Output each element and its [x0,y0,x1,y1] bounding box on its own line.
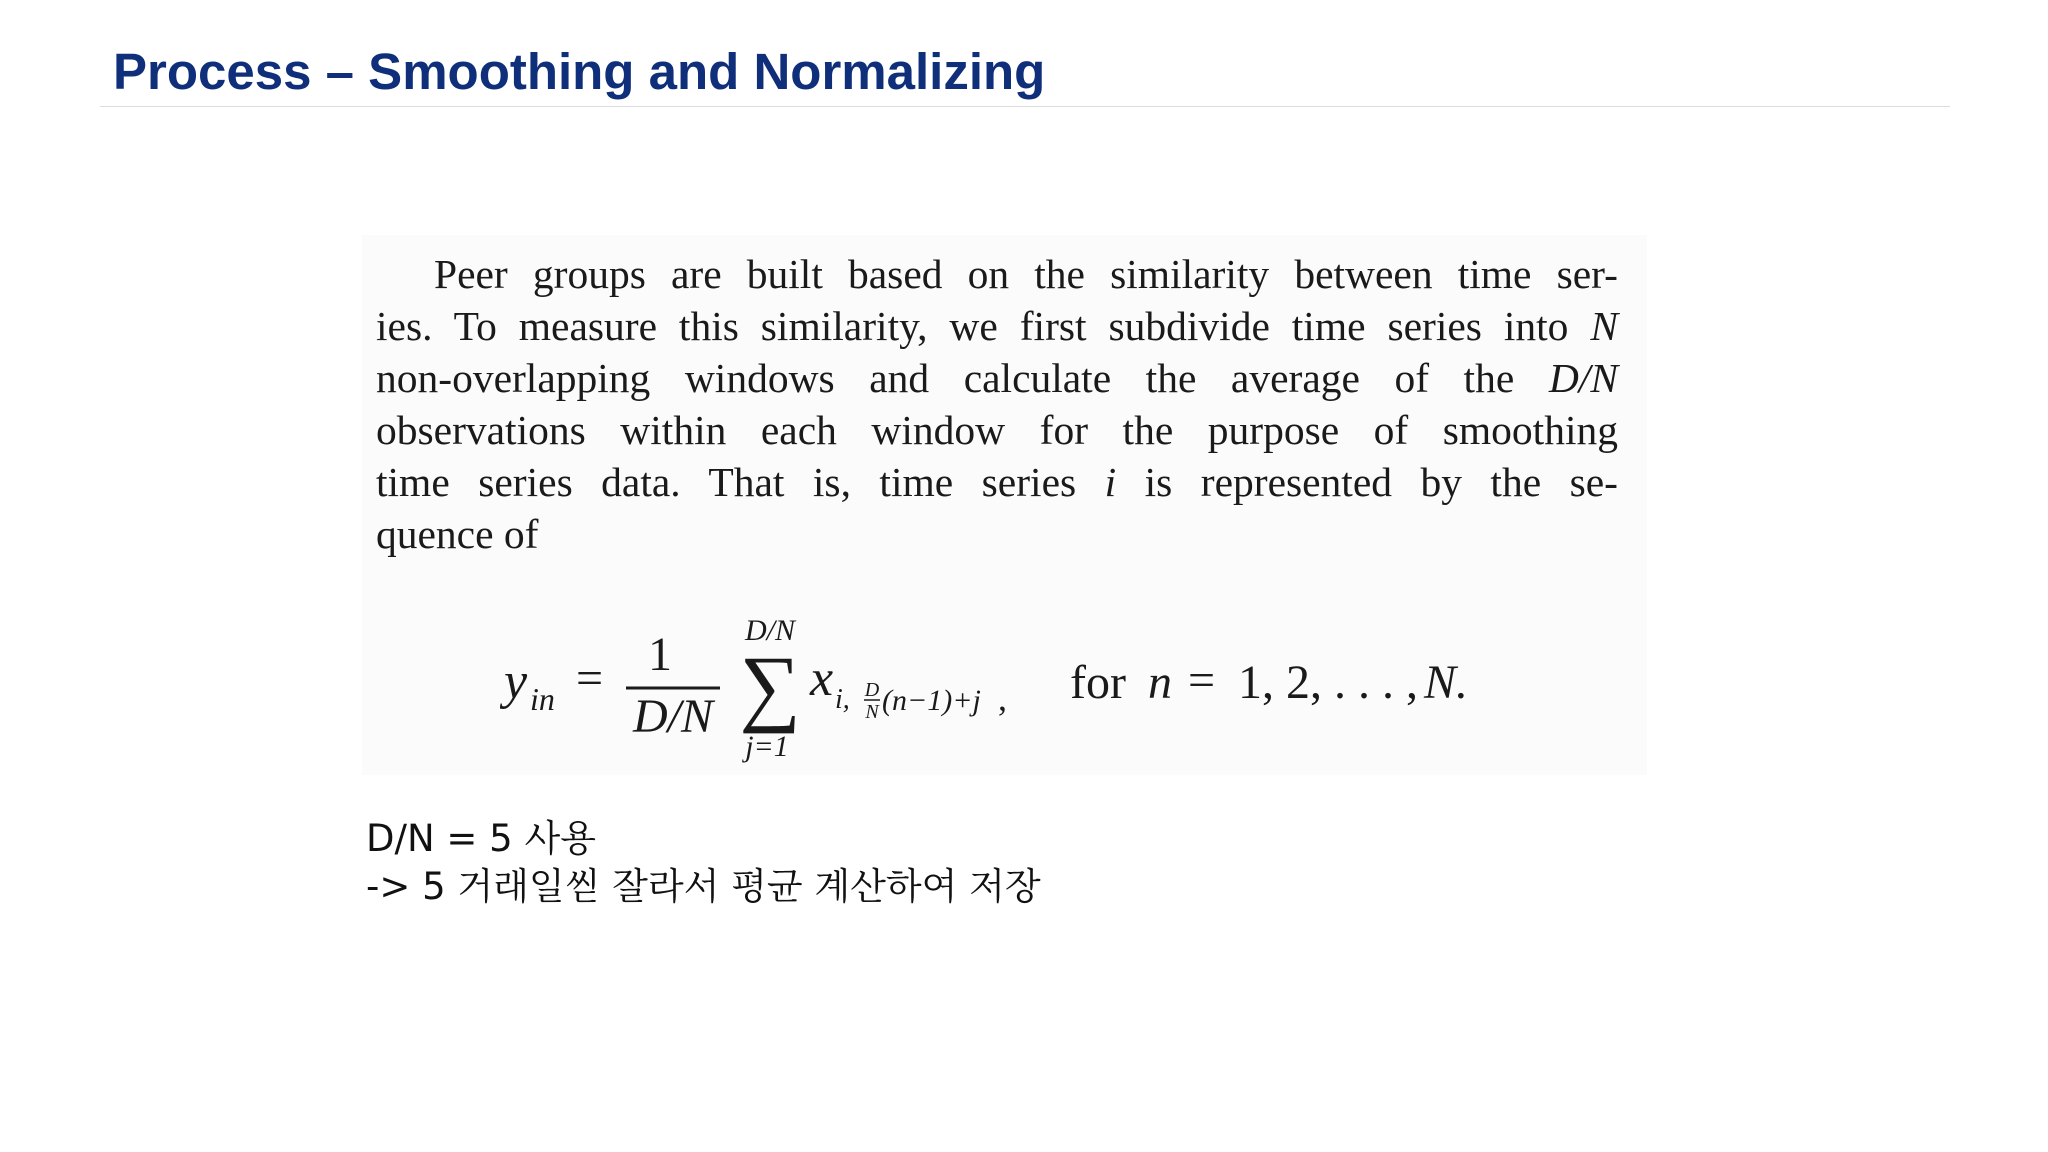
note-line-1: D/N = 5 사용 [366,817,596,860]
korean-notes [366,815,1041,911]
excerpt-line-4: observations within each window for the purpose of smoothing [376,407,1618,453]
excerpt-line-2-text: ies. To measure this similarity, we first subdivide time series into [376,303,1569,349]
eq-equals: = [576,652,604,705]
excerpt-line-2 [376,300,1618,352]
math-i: i [1104,459,1117,505]
title-divider [100,106,1950,107]
eq-frac-num: 1 [648,628,672,681]
eq-frac-den: D/N [632,690,714,743]
eq-n-var: n [1148,656,1172,709]
eq-term-sub-a: i, [835,684,850,715]
eq-for-word: for [1070,656,1126,709]
eq-range-last: N. [1424,656,1469,709]
eq-term-var: x [810,650,834,707]
eq-range-values: 1, 2, . . . , [1238,656,1430,709]
excerpt-line-3 [376,352,1618,404]
eq-sum-lower: j=1 [745,730,789,763]
paper-excerpt-paragraph [376,248,1618,560]
excerpt-line-1: Peer groups are built based on the similarity between time ser- [434,251,1618,297]
eq-range-equals: = [1188,654,1216,707]
excerpt-line-5-text: time series data. That is, time series [376,459,1077,505]
eq-term-sub-frac-den: N [865,701,879,723]
eq-term-comma: , [998,678,1007,718]
excerpt-line-6: quence of [376,511,539,557]
note-line-2: -> 5 거래일씯 잘라서 평균 계산하여 저장 [366,865,1041,908]
eq-lhs-var: y [504,653,528,710]
math-N: N [1590,303,1619,349]
excerpt-line-3-text: non-overlapping windows and calculate the average of the [376,355,1515,401]
slide-title: Process – Smoothing and Normalizing [113,43,1046,100]
eq-sum-upper: D/N [744,614,796,647]
eq-term-sub-b: (n−1)+j [882,684,981,717]
eq-sum-symbol: ∑ [739,638,801,734]
excerpt-line-5-tail: is represented by the se- [1144,459,1618,505]
eq-term-sub-frac-num: D [864,679,880,701]
smoothing-equation [500,610,1480,780]
excerpt-line-5 [376,456,1618,508]
math-D-over-N: D/N [1548,355,1618,401]
eq-lhs-sub: in [530,681,555,717]
